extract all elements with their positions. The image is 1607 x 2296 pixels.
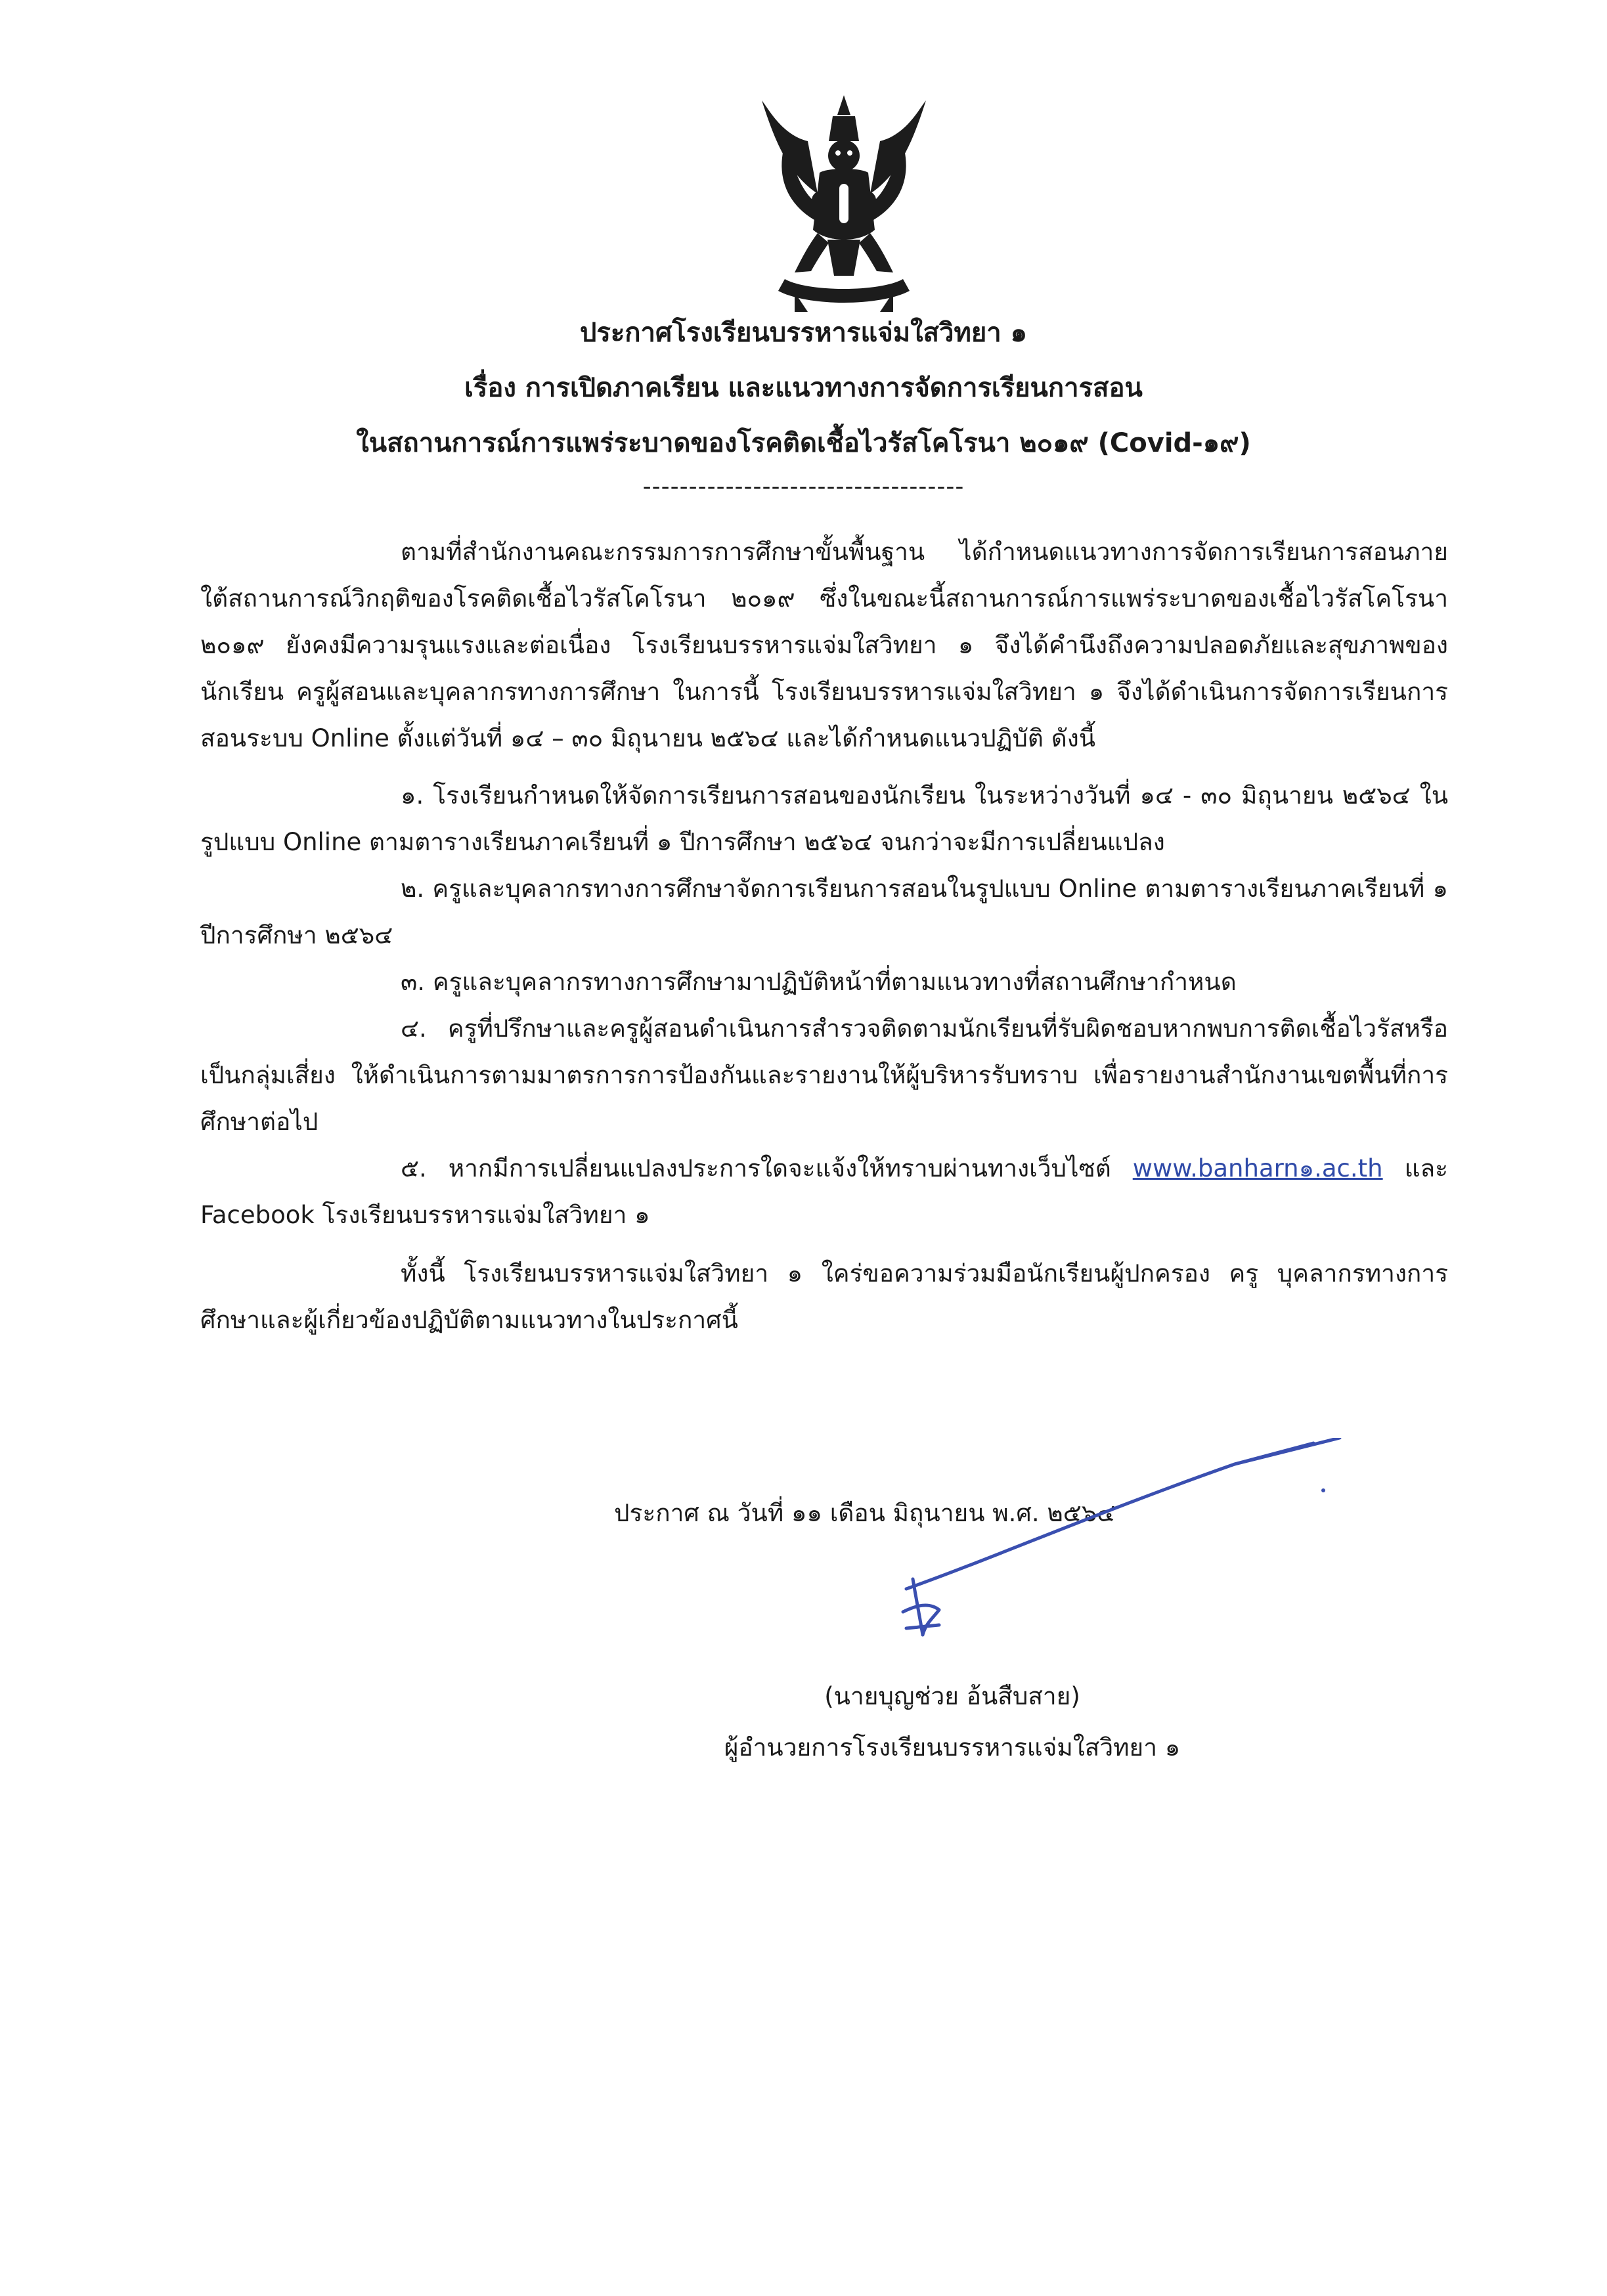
announcement-date: ประกาศ ณ วันที่ ๑๑ เดือน มิถุนายน พ.ศ. ๒๕๖๔ <box>614 1499 1116 1527</box>
guideline-item-5-text: ๕. หากมีการเปลี่ยนแปลงประการใดจะแจ้งให้ทราบผ่านทางเว็บไซต์ <box>401 1154 1133 1182</box>
guideline-item-3: ๓. ครูและบุคลากรทางการศึกษามาปฏิบัติหน้าที่ตามแนวทางที่สถานศึกษากำหนด <box>401 968 1237 996</box>
guideline-item-1: ๑. โรงเรียนกำหนดให้จัดการเรียนการสอนของนักเรียน ในระหว่างวันที่ ๑๔ - ๓๐ มิถุนายน ๒๕๖๔ ในรูปแบบ Online ตามตารางเรียนภาคเรียนที่ ๑ ปีการศึกษา ๒๕๖๔ จนกว่าจะมีการเปลี่ยนแปลง <box>200 781 1448 856</box>
announcement-subject: เรื่อง การเปิดภาคเรียน และแนวทางการจัดการเรียนการสอน <box>464 373 1143 403</box>
guideline-item-2: ๒. ครูและบุคลากรทางการศึกษาจัดการเรียนการสอนในรูปแบบ Online ตามตารางเรียนภาคเรียนที่ ๑ ปีการศึกษา ๒๕๖๔ <box>200 875 1448 949</box>
guideline-item-4: ๔. ครูที่ปรึกษาและครูผู้สอนดำเนินการสำรวจติดตามนักเรียนที่รับผิดชอบหากพบการติดเชื้อไวรัสหรือเป็นกลุ่มเสี่ยง ให้ดำเนินการตามมาตรการการป้องกันและรายงานให้ผู้บริหารรับทราบ เพื่อรายงานสำนักงานเขตพื้นที่การศึกษาต่อไป <box>200 1014 1448 1136</box>
handwritten-signature <box>867 1438 1366 1655</box>
signer-block <box>670 1671 1235 1773</box>
signer-title: ผู้อำนวยการโรงเรียนบรรหารแจ่มใสวิทยา ๑ <box>724 1733 1181 1762</box>
intro-paragraph: ตามที่สำนักงานคณะกรรมการการศึกษาขั้นพื้นฐาน ได้กำหนดแนวทางการจัดการเรียนการสอนภายใต้สถานการณ์วิกฤติของโรคติดเชื้อไวรัสโคโรนา ๒๐๑๙ ซึ่งในขณะนี้สถานการณ์การแพร่ระบาดของเชื้อไวรัสโคโรนา ๒๐๑๙ ยังคงมีความรุนแรงและต่อเนื่อง โรงเรียนบรรหารแจ่มใสวิทยา ๑ จึงได้คำนึงถึงความปลอดภัยและสุขภาพของนักเรียน ครูผู้สอนและบุคลากรทางการศึกษา ในการนี้ โรงเรียนบรรหารแจ่มใสวิทยา ๑ จึงได้ดำเนินการจัดการเรียนการสอนระบบ Online ตั้งแต่วันที่ ๑๔ – ๓๐ มิถุนายน ๒๕๖๔ และได้กำหนดแนวปฏิบัติ ดังนี้ <box>200 538 1448 752</box>
announcement-context: ในสถานการณ์การแพร่ระบาดของโรคติดเชื้อไวรัสโคโรนา ๒๐๑๙ (Covid-๑๙) <box>356 428 1251 458</box>
guideline-item-5 <box>200 1145 1448 1238</box>
announcement-header <box>0 305 1607 504</box>
signer-name: (นายบุญช่วย อ้นสืบสาย) <box>824 1682 1080 1710</box>
guideline-item-5-facebook: และ Facebook โรงเรียนบรรหารแจ่มใสวิทยา ๑ <box>200 1154 1448 1229</box>
announcement-body <box>200 529 1448 1354</box>
garuda-emblem-icon <box>755 95 933 312</box>
school-website-link[interactable]: www.banharn๑.ac.th <box>1132 1154 1383 1182</box>
announcement-title: ประกาศโรงเรียนบรรหารแจ่มใสวิทยา ๑ <box>579 318 1028 348</box>
closing-paragraph: ทั้งนี้ โรงเรียนบรรหารแจ่มใสวิทยา ๑ ใคร่ขอความร่วมมือนักเรียนผู้ปกครอง ครู บุคลากรทางการศึกษาและผู้เกี่ยวข้องปฏิบัติตามแนวทางในประกาศนี้ <box>200 1259 1448 1334</box>
header-divider: ----------------------------------- <box>642 473 965 500</box>
